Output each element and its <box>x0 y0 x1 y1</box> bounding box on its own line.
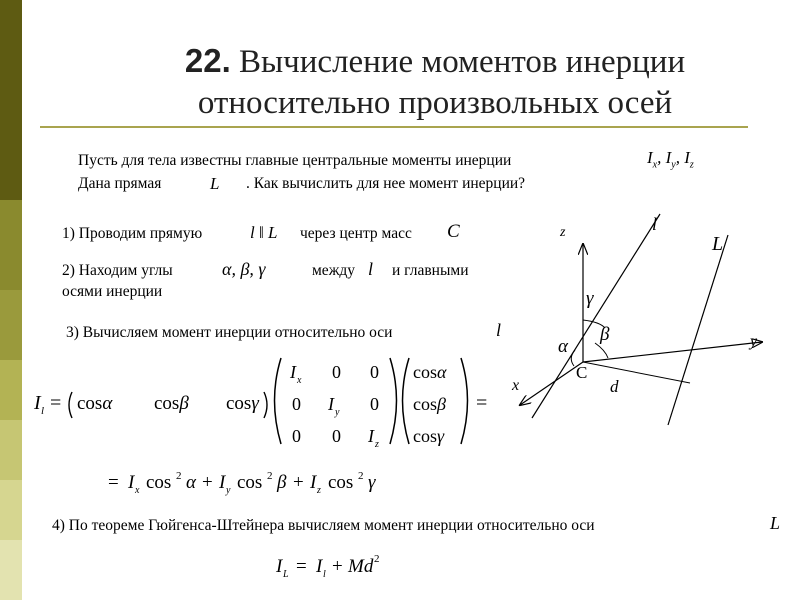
svg-text:2: 2 <box>374 553 380 565</box>
svg-text:Md: Md <box>348 556 374 577</box>
svg-text:l: l <box>323 569 326 580</box>
sidebar-decoration <box>0 0 22 600</box>
steiner-formula <box>272 550 412 585</box>
matrix-formula-graphic <box>6 350 506 450</box>
svg-text:2: 2 <box>176 470 182 482</box>
svg-text:I: I <box>34 392 41 414</box>
line-l <box>532 214 660 418</box>
title-number: 22. <box>184 42 231 79</box>
step3-text: 3) Вычисляем момент инерции относительно оси <box>66 324 393 341</box>
step2-text: 2) Находим углы <box>62 262 173 279</box>
svg-text:z: z <box>317 485 321 496</box>
line-L <box>668 235 728 425</box>
x-axis <box>520 362 583 405</box>
svg-text:x: x <box>297 375 302 386</box>
svg-text:cos: cos <box>328 472 354 493</box>
svg-text:L: L <box>712 233 724 255</box>
svg-text:β: β <box>600 324 610 345</box>
step3-l: l <box>496 320 502 340</box>
svg-text:I: I <box>310 472 317 493</box>
svg-text:γ: γ <box>368 472 376 493</box>
svg-text:0: 0 <box>370 394 379 414</box>
svg-text:cosγ: cosγ <box>413 426 445 446</box>
axes-diagram <box>500 200 800 430</box>
svg-text:γ: γ <box>586 288 594 309</box>
result-formula <box>106 466 416 501</box>
step2-l: l <box>368 259 374 279</box>
step2-text-d: осями инерции <box>62 283 163 300</box>
axes-diagram-graphic <box>500 200 800 430</box>
svg-text:x: x <box>512 377 520 394</box>
svg-text:I: I <box>316 556 323 577</box>
step1-formula: l ‖ L <box>250 223 278 242</box>
sidebar-band <box>0 0 22 200</box>
step2-text-c: и главными <box>392 262 469 279</box>
svg-text:I: I <box>276 556 283 577</box>
page-title <box>60 40 800 83</box>
svg-text:I: I <box>328 394 334 414</box>
svg-text:cos: cos <box>237 472 263 493</box>
svg-text:l: l <box>652 214 658 234</box>
svg-text:cosβ: cosβ <box>154 393 189 414</box>
svg-text:L: L <box>283 569 289 580</box>
step4-text: 4) По теореме Гюйгенса-Штейнера вычисляем момент инерции относительно оси <box>52 517 595 534</box>
sidebar-band <box>0 200 22 290</box>
steiner-formula-graphic <box>272 550 412 580</box>
svg-text:0: 0 <box>292 426 301 446</box>
svg-text:2: 2 <box>267 470 273 482</box>
svg-text:α: α <box>558 336 568 357</box>
svg-text:I: I <box>219 472 226 493</box>
svg-text:0: 0 <box>370 362 379 382</box>
title-divider <box>40 126 748 128</box>
distance-d <box>583 362 690 383</box>
svg-text:+: + <box>332 556 343 577</box>
svg-text:cosα: cosα <box>413 362 447 382</box>
svg-text:=: = <box>476 392 488 414</box>
svg-text:x: x <box>135 485 140 496</box>
svg-text:=: = <box>108 472 119 493</box>
svg-text:z: z <box>560 225 566 240</box>
svg-text:0: 0 <box>332 426 341 446</box>
title-line1: Вычисление моментов инерции <box>238 44 686 80</box>
svg-text:y: y <box>750 333 758 350</box>
y-axis <box>583 342 762 362</box>
svg-text:β: β <box>277 472 287 493</box>
step2-angles: α, β, γ <box>222 259 266 279</box>
svg-text:I: I <box>290 362 296 382</box>
alpha-arc <box>571 350 575 366</box>
step1-C: C <box>447 221 460 242</box>
svg-text:cosβ: cosβ <box>413 394 446 414</box>
svg-text:l: l <box>41 405 45 417</box>
beta-arc <box>595 343 608 358</box>
svg-text:=: = <box>296 556 307 577</box>
svg-text:2: 2 <box>358 470 364 482</box>
svg-text:y: y <box>226 485 231 496</box>
intro-moments: $I_x$, $I_y$, $I_z$ <box>647 148 694 171</box>
inertia-formula <box>6 350 506 450</box>
result-formula-graphic <box>106 466 416 496</box>
svg-text:d: d <box>610 377 619 396</box>
intro-line1: Пусть для тела известны главные центральные моменты инерции <box>78 152 512 169</box>
svg-text:+: + <box>202 472 213 493</box>
step2-between: между <box>312 262 356 279</box>
svg-text:cosγ: cosγ <box>226 393 259 414</box>
svg-text:cos: cos <box>146 472 172 493</box>
page-subtitle: относительно произвольных осей <box>197 85 673 121</box>
svg-text:0: 0 <box>292 394 301 414</box>
sidebar-band <box>0 480 22 540</box>
step1-text: 1) Проводим прямую <box>62 225 203 242</box>
intro-line2-end: . Как вычислить для нее момент инерции? <box>246 175 526 192</box>
svg-text:α: α <box>186 472 196 493</box>
svg-text:C: C <box>576 363 588 382</box>
step1-text-b: через центр масс <box>300 225 412 242</box>
svg-text:cosα: cosα <box>77 393 113 414</box>
svg-text:I: I <box>128 472 135 493</box>
step4-L: L <box>770 513 781 533</box>
svg-text:z: z <box>375 439 379 450</box>
svg-text:0: 0 <box>332 362 341 382</box>
svg-text:y: y <box>335 407 340 418</box>
svg-text:+: + <box>293 472 304 493</box>
sidebar-band <box>0 540 22 600</box>
svg-text:=: = <box>50 392 62 414</box>
intro-line2-start: Дана прямая <box>78 175 162 192</box>
svg-text:I: I <box>368 426 374 446</box>
intro-line2-L: L <box>210 174 220 193</box>
